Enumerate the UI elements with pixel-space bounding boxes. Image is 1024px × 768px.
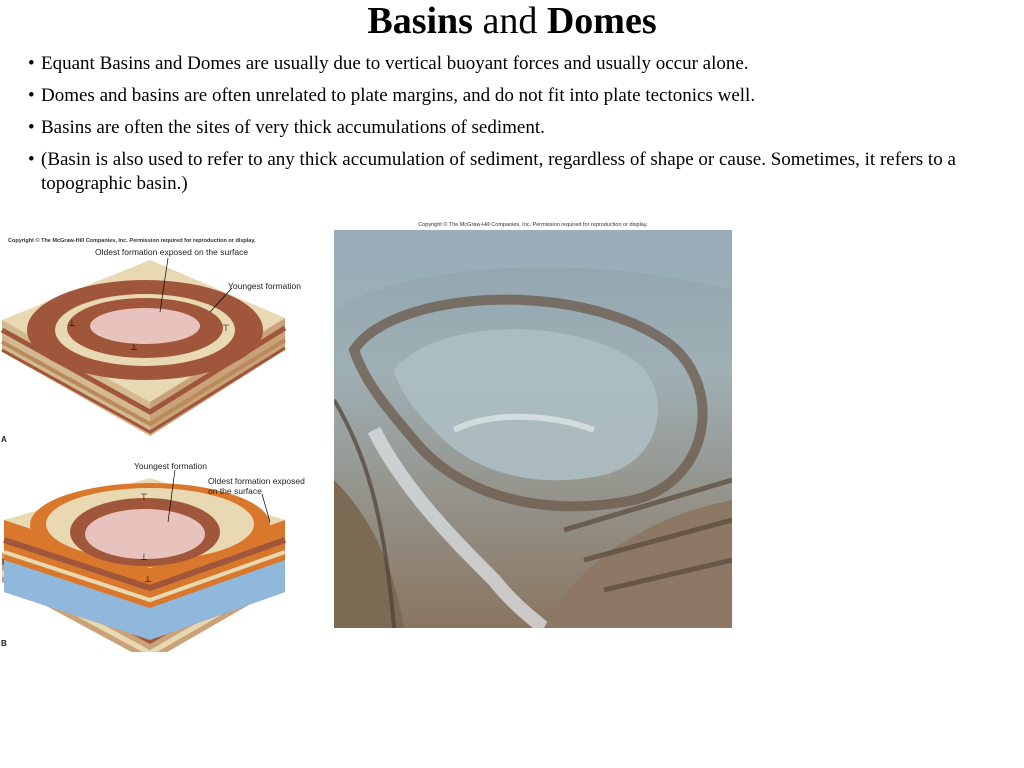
panel-b (4, 478, 285, 640)
title-word-domes: Domes (546, 0, 657, 42)
callout-oldest-b-line1: Oldest formation exposed (208, 476, 305, 486)
svg-text:⊥: ⊥ (140, 552, 148, 562)
bullet-item: • Domes and basins are often unrelated to plate margins, and do not fit into plate tectonics well. (28, 84, 988, 108)
basin-dome-diagram (0, 232, 330, 652)
slide-title (0, 0, 1024, 42)
panel-b-label: B (1, 639, 7, 648)
svg-text:⊥: ⊥ (130, 342, 138, 352)
svg-text:⊥: ⊥ (68, 318, 76, 328)
bullet-list (28, 52, 988, 204)
bullet-item: • (Basin is also used to refer to any thick accumulation of sediment, regardless of shape or cause. Sometimes, it refers to a topographic basin.) (28, 148, 988, 196)
diagram-copyright: Copyright © The McGraw-Hill Companies, Inc. Permission required for reproduction or display. (8, 238, 256, 244)
svg-text:⊤: ⊤ (222, 323, 230, 333)
svg-text:⊤: ⊤ (140, 492, 148, 502)
bullet-item: • Basins are often the sites of very thick accumulations of sediment. (28, 116, 988, 140)
callout-youngest-b: Youngest formation (134, 461, 207, 471)
aerial-dome-photo (334, 222, 732, 628)
title-word-and: and (482, 0, 538, 42)
callout-oldest-a: Oldest formation exposed on the surface (95, 247, 249, 257)
bullet-item: • Equant Basins and Domes are usually due to vertical buoyant forces and usually occur alone. (28, 52, 988, 76)
callout-youngest-a: Youngest formation (228, 281, 301, 291)
callout-oldest-b-line2: on the surface (208, 486, 262, 496)
photo-copyright: Copyright © The McGraw-Hill Companies, Inc. Permission required for reproduction or display. (418, 222, 648, 228)
panel-a-label: A (1, 435, 7, 444)
svg-text:⊥: ⊥ (144, 574, 152, 584)
title-word-basins: Basins (367, 0, 473, 42)
